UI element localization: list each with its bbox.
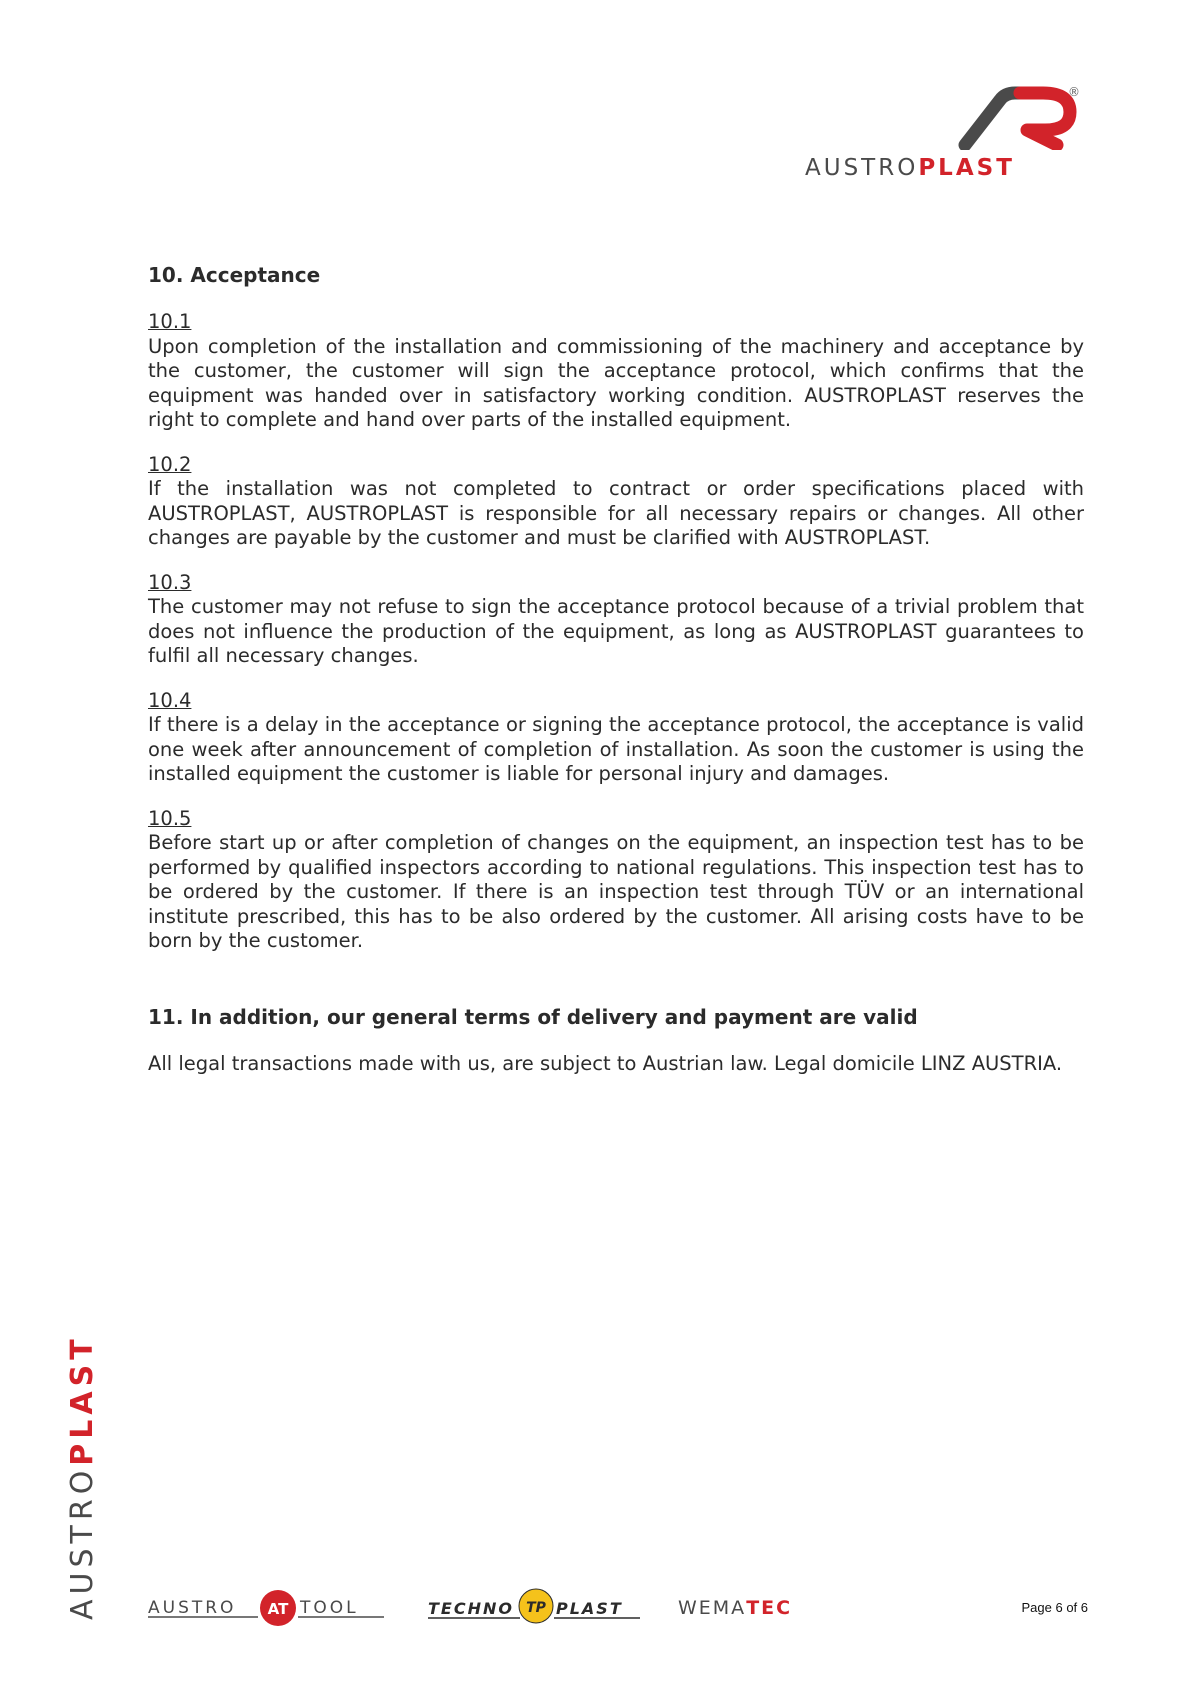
- clause-text: If there is a delay in the acceptance or signing the acceptance protocol, the acceptance is valid one week after announcement of completion of installation. As soon the customer is using the installed equipment the customer is liable for personal injury and damages.: [148, 713, 1084, 785]
- clause-10-1: [148, 310, 1084, 433]
- clause-text: If the installation was not completed to contract or order specifications placed with AUSTROPLAST, AUSTROPLAST is responsible for all necessary repairs or changes. All other changes are payable by the customer and must be clarified with AUSTROPLAST.: [148, 477, 1084, 549]
- technoplast-logo: [428, 1580, 648, 1630]
- austroplast-header-logo: [805, 85, 1085, 185]
- clause-number: 10.4: [148, 688, 192, 712]
- brand-wordmark: [805, 155, 1085, 181]
- wematec-logo: [678, 1580, 828, 1630]
- austrotool-logo: [148, 1580, 388, 1630]
- austrotool-left-text: AUSTRO: [148, 1598, 237, 1618]
- clause-number: 10.1: [148, 310, 192, 333]
- side-logo-part1: AUSTRO: [65, 1465, 100, 1620]
- clause-number: 10.2: [148, 452, 192, 476]
- clause-text: The customer may not refuse to sign the acceptance protocol because of a trivial problem that does not influence the production of the equipment, as long as AUSTROPLAST guarantees to fulfil all necessary changes.: [148, 595, 1084, 667]
- section-11: [148, 1002, 1084, 1077]
- registered-mark: ®: [1068, 85, 1080, 99]
- section-10-title: 10. Acceptance: [148, 263, 321, 287]
- clause-10-2: [148, 453, 1084, 551]
- clause-10-5: [148, 807, 1084, 954]
- brand-word-part1: AUSTRO: [805, 155, 919, 181]
- side-logo-part2: PLAST: [65, 1334, 100, 1466]
- section-11-text: All legal transactions made with us, are subject to Austrian law. Legal domicile LINZ AUSTRIA.: [148, 1051, 1063, 1075]
- svg-text:WEMATEC: [678, 1597, 792, 1619]
- wematec-part1: WEMA: [678, 1597, 747, 1619]
- austroplast-vertical-logo: [62, 1290, 102, 1620]
- clause-text: Before start up or after completion of changes on the equipment, an inspection test has to be performed by qualified inspectors according to national regulations. This inspection test has to be ordered by the customer. If there is an inspection test through TÜV or an international institute prescribed, this has to be also ordered by the customer. All arising costs have to be born by the customer.: [148, 831, 1084, 952]
- austrotool-right-text: TOOL: [300, 1598, 359, 1618]
- clause-10-4: [148, 689, 1084, 787]
- page-footer: [148, 1580, 1088, 1630]
- clause-number: 10.3: [148, 570, 192, 594]
- clause-10-3: [148, 571, 1084, 669]
- section-11-title: 11. In addition, our general terms of delivery and payment are valid: [148, 1004, 918, 1029]
- clause-text: Upon completion of the installation and commissioning of the machinery and acceptance by the customer, the customer will sign the acceptance protocol, which confirms that the equipment was handed over in satisfactory working condition. AUSTROPLAST reserves the right to complete and hand over parts of the installed equipment.: [148, 334, 1084, 431]
- wematec-part2: TEC: [746, 1597, 793, 1619]
- technoplast-right-text: PLAST: [556, 1599, 623, 1618]
- page-number: Page 6 of 6: [1021, 1600, 1088, 1615]
- svg-text:AUSTROPLAST: [65, 1334, 100, 1620]
- document-body: [148, 260, 1084, 1096]
- brand-word-part2: PLAST: [918, 155, 1015, 181]
- ap-emblem-icon: [805, 85, 1085, 150]
- technoplast-badge-text: TP: [526, 1600, 546, 1616]
- technoplast-left-text: TECHNO: [428, 1599, 514, 1618]
- clause-number: 10.5: [148, 806, 192, 830]
- austrotool-badge-text: AT: [267, 1600, 289, 1618]
